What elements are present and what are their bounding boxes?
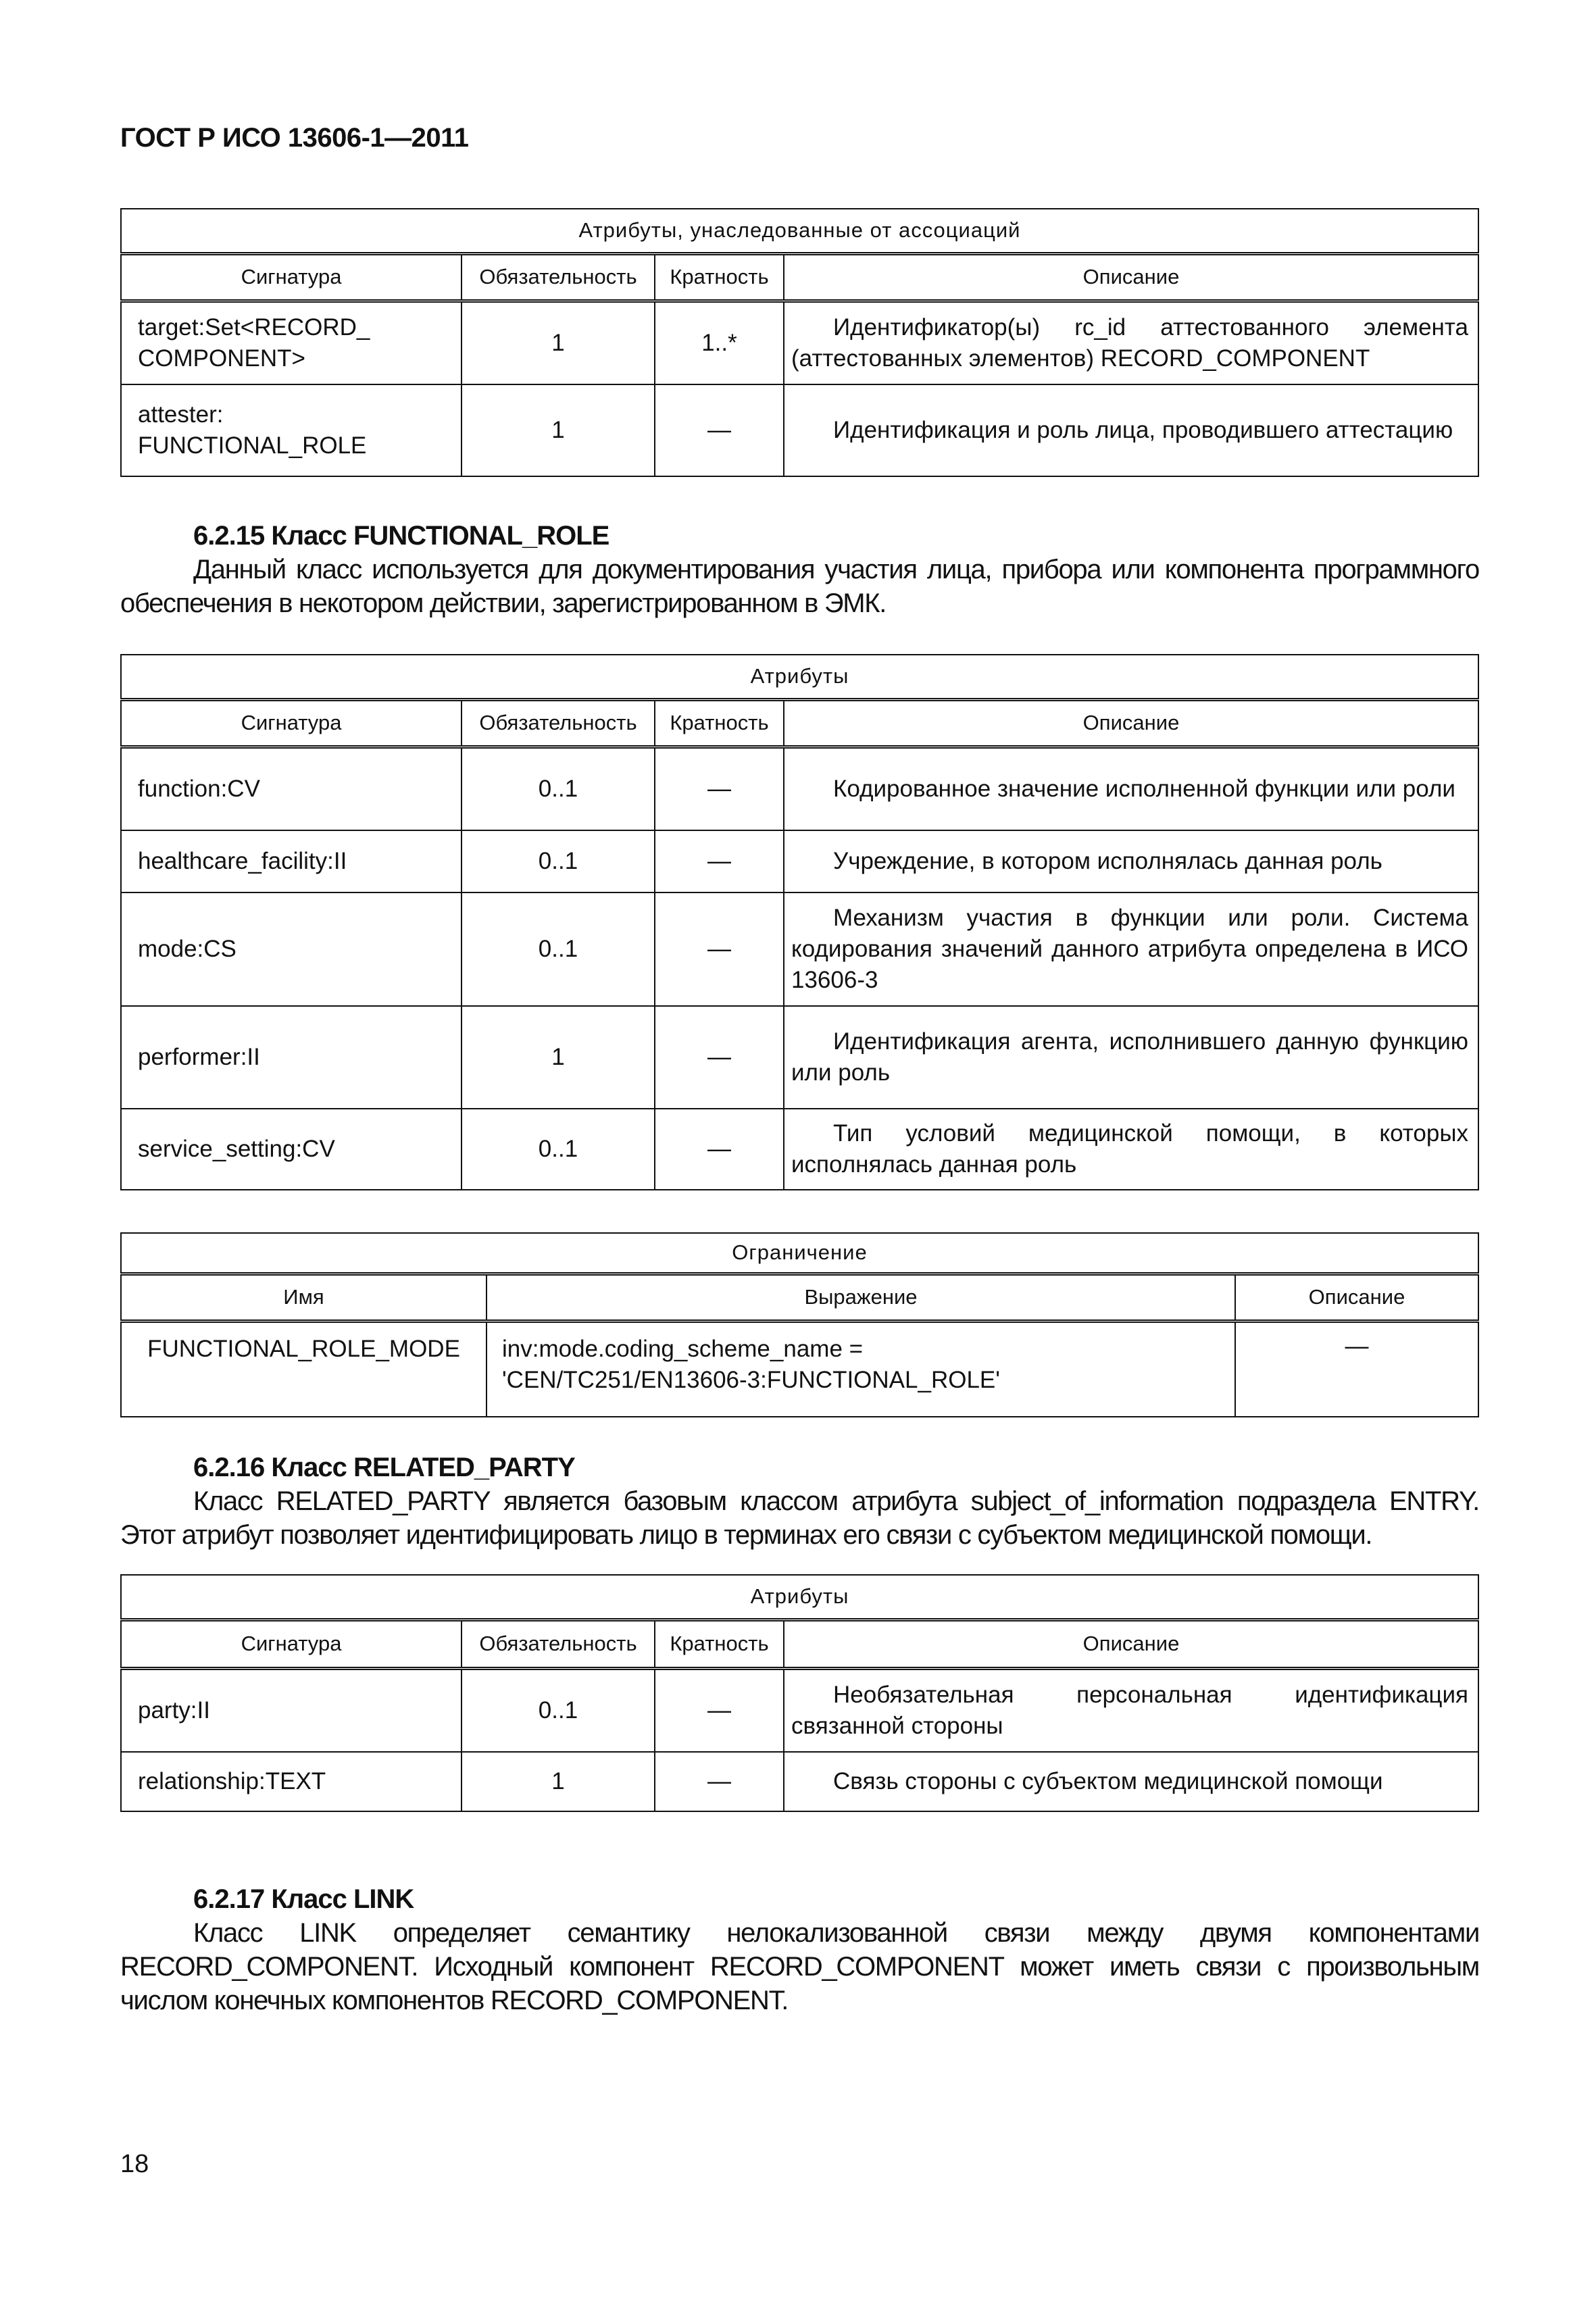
table-caption: Атрибуты bbox=[121, 1575, 1478, 1619]
section-heading: 6.2.15 Класс FUNCTIONAL_ROLE bbox=[193, 521, 609, 551]
document-header: ГОСТ Р ИСО 13606-1—2011 bbox=[120, 123, 469, 153]
table-row bbox=[121, 301, 1478, 384]
mandatory-cell: 0..1 bbox=[462, 1109, 655, 1190]
table-row bbox=[121, 1668, 1478, 1752]
multiplicity-cell: — bbox=[655, 384, 784, 476]
mandatory-cell: 1 bbox=[462, 1752, 655, 1811]
table-caption: Ограничение bbox=[121, 1233, 1478, 1274]
signature-cell: function:CV bbox=[121, 747, 462, 830]
section-paragraph: Класс LINK определяет семантику нелокализованной связи между двумя компонентами RECORD_COMPONENT. Исходный компонент RECORD_COMPONENT может иметь связи с произвольным числом конечных компонентов RECORD_COMPONENT. bbox=[120, 1918, 1479, 2015]
section-paragraph: Данный класс используется для документирования участия лица, прибора или компонента программного обеспечения в некотором действии, зарегистрированном в ЭМК. bbox=[120, 555, 1479, 618]
column-header-description: Описание bbox=[784, 1619, 1478, 1668]
signature-cell: healthcare_facility:II bbox=[121, 830, 462, 892]
column-header-description: Описание bbox=[784, 253, 1478, 301]
column-header-signature: Сигнатура bbox=[121, 699, 462, 747]
column-header-description: Описание bbox=[1235, 1274, 1478, 1321]
column-header-multiplicity: Кратность bbox=[655, 253, 784, 301]
mandatory-cell: 1 bbox=[462, 301, 655, 384]
column-header-expression: Выражение bbox=[487, 1274, 1235, 1321]
multiplicity-cell: — bbox=[655, 1668, 784, 1752]
table-row bbox=[121, 1321, 1478, 1417]
table-row bbox=[121, 1006, 1478, 1109]
column-header-signature: Сигнатура bbox=[121, 1619, 462, 1668]
multiplicity-cell: — bbox=[655, 830, 784, 892]
functional-role-attributes-table bbox=[120, 654, 1479, 1190]
multiplicity-cell: — bbox=[655, 1109, 784, 1190]
section-heading: 6.2.17 Класс LINK bbox=[193, 1884, 414, 1914]
table-row bbox=[121, 830, 1478, 892]
description-cell: Необязательная персональная идентификация связанной стороны bbox=[784, 1668, 1478, 1752]
name-cell: FUNCTIONAL_ROLE_MODE bbox=[121, 1321, 487, 1417]
description-cell: Тип условий медицинской помощи, в которых исполнялась данная роль bbox=[784, 1109, 1478, 1190]
section-6-2-16 bbox=[120, 1451, 1479, 1552]
description-cell: Учреждение, в котором исполнялась данная роль bbox=[784, 830, 1478, 892]
description-cell: Идентификация агента, исполнившего данную функцию или роль bbox=[784, 1006, 1478, 1109]
column-header-signature: Сигнатура bbox=[121, 253, 462, 301]
mandatory-cell: 1 bbox=[462, 1006, 655, 1109]
description-cell: — bbox=[1235, 1321, 1478, 1417]
mandatory-cell: 1 bbox=[462, 384, 655, 476]
signature-cell: performer:II bbox=[121, 1006, 462, 1109]
column-header-description: Описание bbox=[784, 699, 1478, 747]
related-party-attributes-table bbox=[120, 1574, 1479, 1812]
column-header-multiplicity: Кратность bbox=[655, 1619, 784, 1668]
table-row bbox=[121, 384, 1478, 476]
signature-cell: target:Set<RECORD_ COMPONENT> bbox=[121, 301, 462, 384]
signature-cell: party:II bbox=[121, 1668, 462, 1752]
table-row bbox=[121, 1752, 1478, 1811]
description-cell: Механизм участия в функции или роли. Система кодирования значений данного атрибута определена в ИСО 13606-3 bbox=[784, 892, 1478, 1006]
section-6-2-17 bbox=[120, 1882, 1479, 2017]
table-row bbox=[121, 1109, 1478, 1190]
section-paragraph: Класс RELATED_PARTY является базовым классом атрибута subject_of_information подраздела ENTRY. Этот атрибут позволяет идентифицировать лицо в терминах его связи с субъектом медицинской помощи. bbox=[120, 1486, 1479, 1550]
expression-cell: inv:mode.coding_scheme_name = 'CEN/TC251/EN13606-3:FUNCTIONAL_ROLE' bbox=[487, 1321, 1235, 1417]
table-caption: Атрибуты, унаследованные от ассоциаций bbox=[121, 209, 1478, 253]
multiplicity-cell: — bbox=[655, 747, 784, 830]
mandatory-cell: 0..1 bbox=[462, 892, 655, 1006]
multiplicity-cell: — bbox=[655, 1006, 784, 1109]
column-header-mandatory: Обязательность bbox=[462, 253, 655, 301]
column-header-multiplicity: Кратность bbox=[655, 699, 784, 747]
mandatory-cell: 0..1 bbox=[462, 747, 655, 830]
multiplicity-cell: — bbox=[655, 1752, 784, 1811]
table-caption: Атрибуты bbox=[121, 655, 1478, 699]
table-row bbox=[121, 892, 1478, 1006]
page-number: 18 bbox=[120, 2150, 149, 2178]
description-cell: Связь стороны с субъектом медицинской помощи bbox=[784, 1752, 1478, 1811]
constraint-table bbox=[120, 1232, 1479, 1417]
section-heading: 6.2.16 Класс RELATED_PARTY bbox=[193, 1453, 575, 1482]
signature-cell: attester: FUNCTIONAL_ROLE bbox=[121, 384, 462, 476]
description-cell: Идентификация и роль лица, проводившего аттестацию bbox=[784, 384, 1478, 476]
mandatory-cell: 0..1 bbox=[462, 1668, 655, 1752]
signature-cell: relationship:TEXT bbox=[121, 1752, 462, 1811]
multiplicity-cell: 1..* bbox=[655, 301, 784, 384]
column-header-mandatory: Обязательность bbox=[462, 1619, 655, 1668]
description-cell: Кодированное значение исполненной функции или роли bbox=[784, 747, 1478, 830]
description-cell: Идентификатор(ы) rc_id аттестованного элемента (аттестованных элементов) RECORD_COMPONENT bbox=[784, 301, 1478, 384]
signature-cell: mode:CS bbox=[121, 892, 462, 1006]
section-6-2-15 bbox=[120, 519, 1479, 620]
column-header-name: Имя bbox=[121, 1274, 487, 1321]
column-header-mandatory: Обязательность bbox=[462, 699, 655, 747]
mandatory-cell: 0..1 bbox=[462, 830, 655, 892]
multiplicity-cell: — bbox=[655, 892, 784, 1006]
signature-cell: service_setting:CV bbox=[121, 1109, 462, 1190]
inherited-attributes-table bbox=[120, 208, 1479, 477]
table-row bbox=[121, 747, 1478, 830]
